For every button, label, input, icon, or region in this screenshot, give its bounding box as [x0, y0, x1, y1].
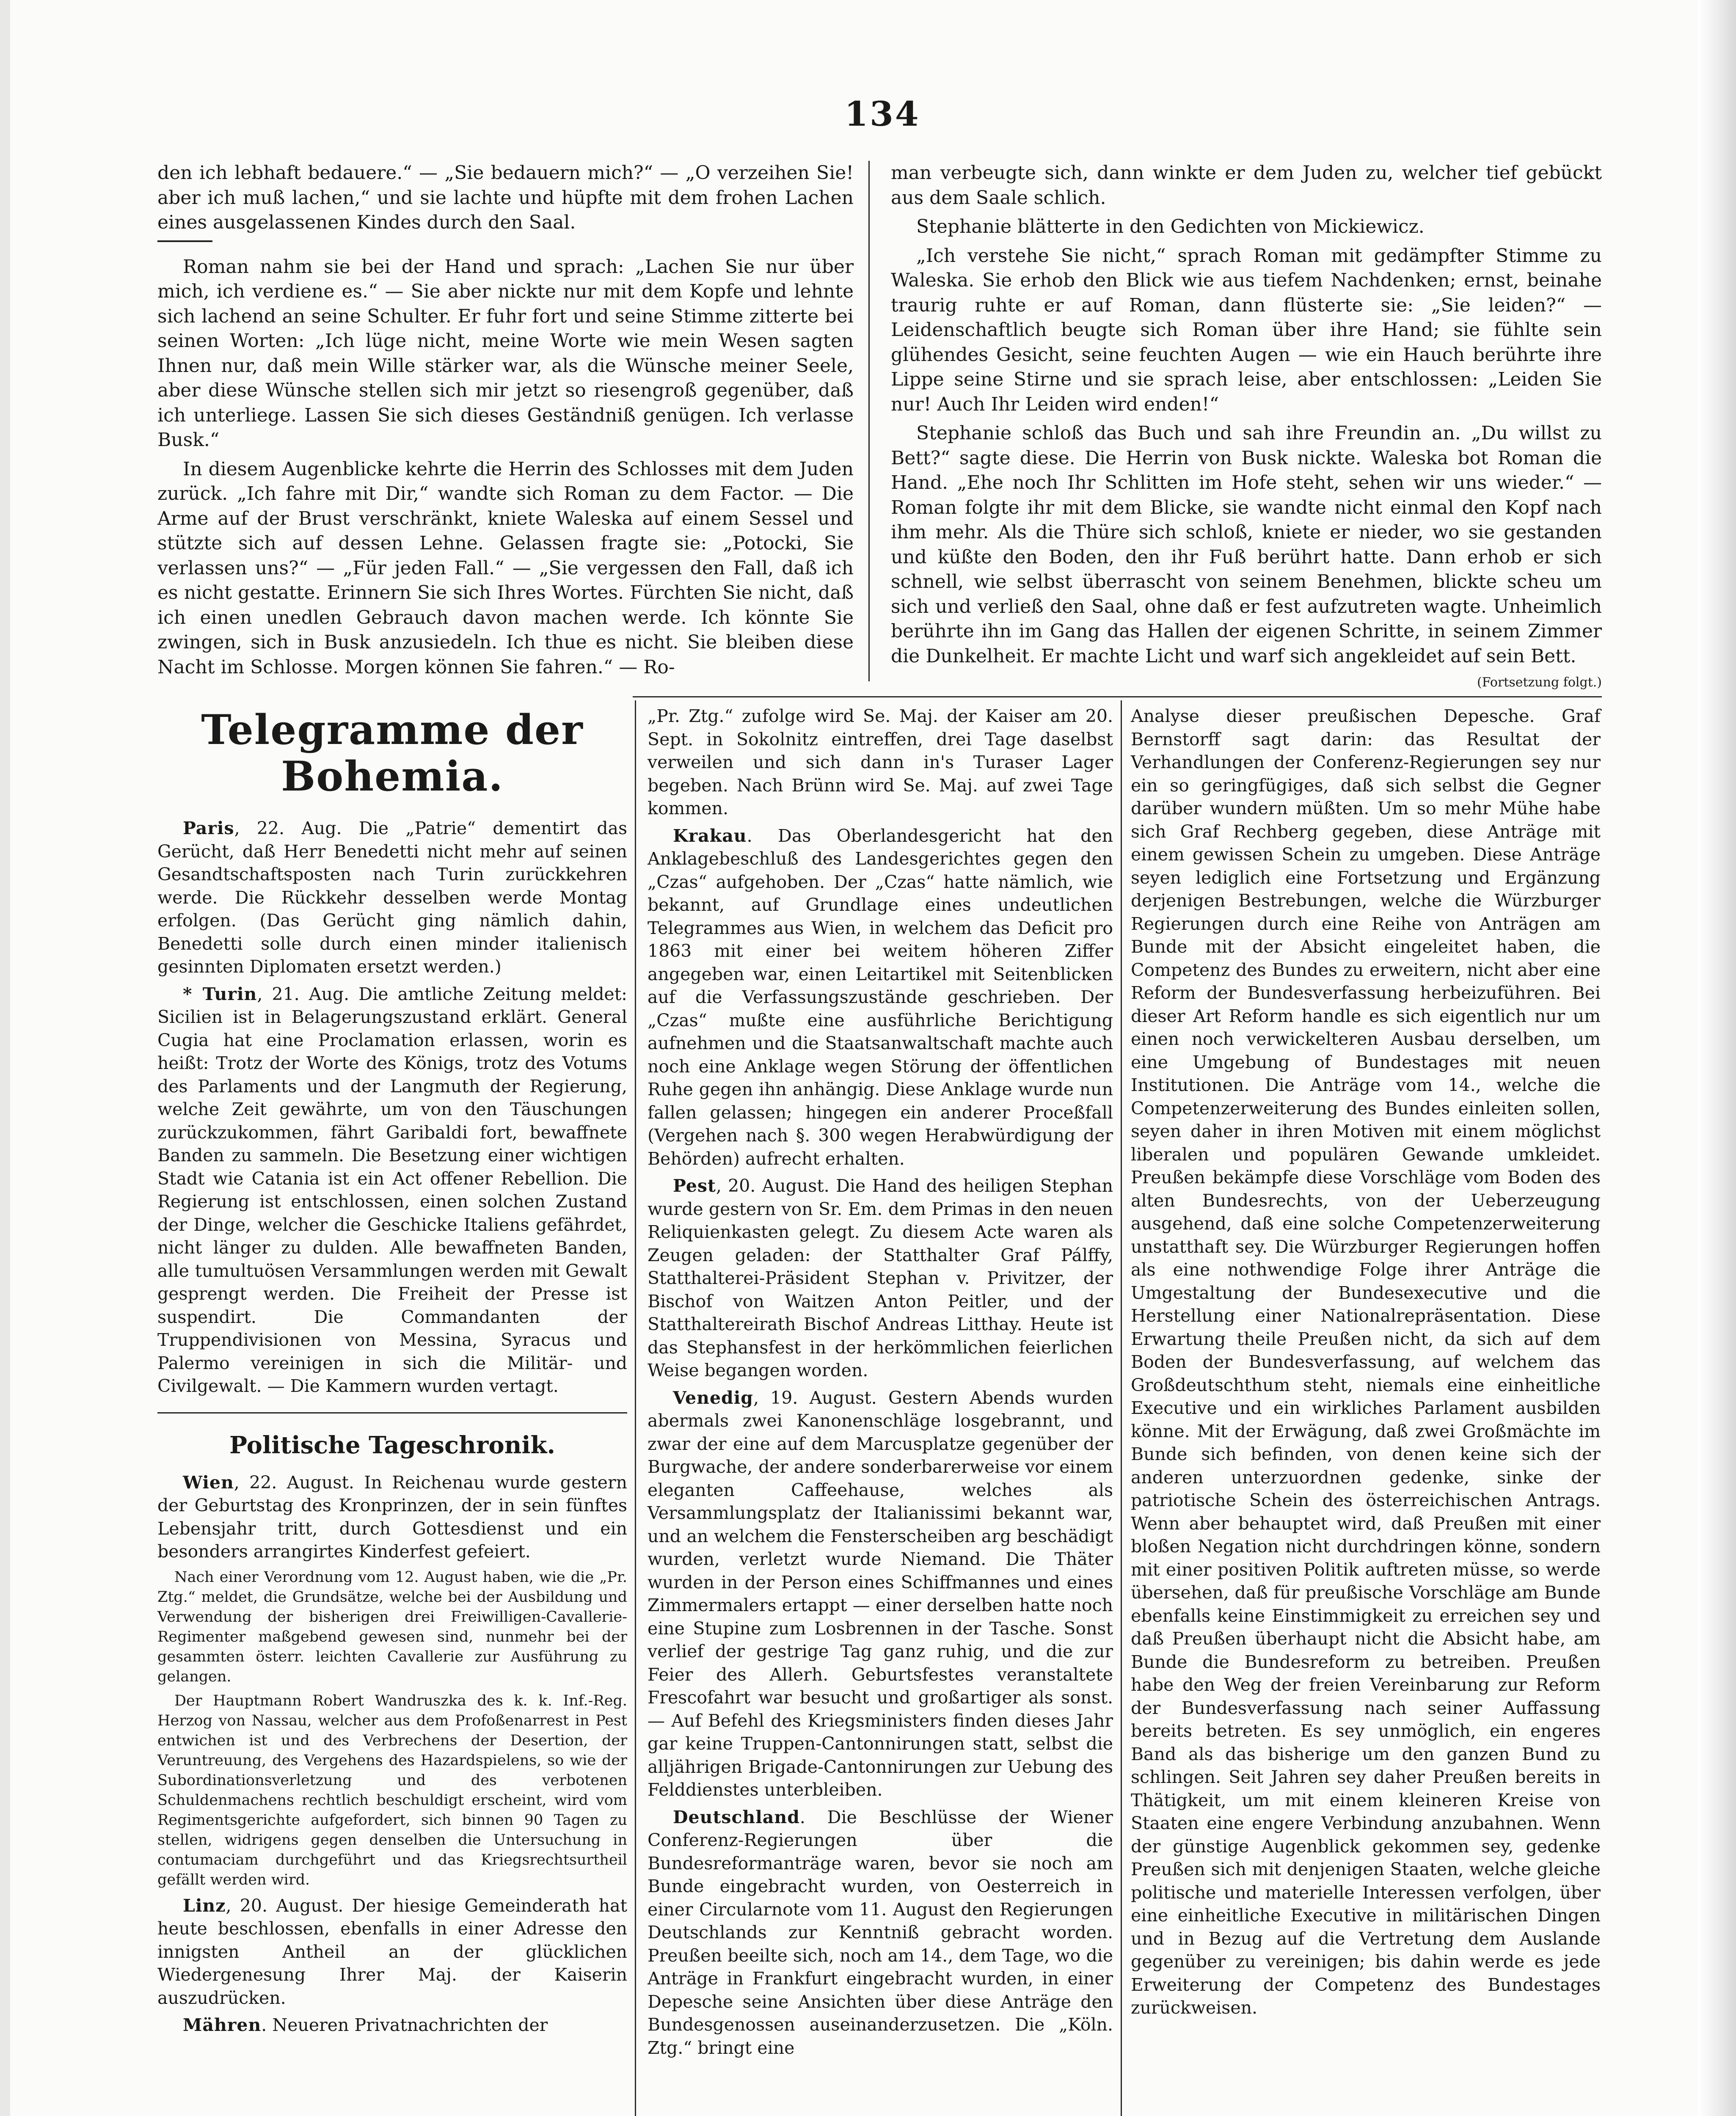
place-name: Wien — [183, 1472, 234, 1493]
middle-column — [648, 705, 1113, 2064]
news-item-small: Nach einer Verordnung vom 12. August haben, wie die „Pr. Ztg.“ meldet, die Grundsätze, welche bei der Ausbildung und Verwendung der bisherigen drei Freiwilligen-Cavallerie-Regimenter maßgebend gewesen sind, nunmehr bei der gesammten österr. leichten Cavallerie zur Ausführung zu gelangen. — [157, 1568, 627, 1685]
feuilleton-paragraph: den ich lebhaft bedauere.“ — „Sie bedauern mich?“ — „O verzeihen Sie! aber ich muß lachen,“ und sie lachte und hüpfte mit dem frohen Lachen eines ausgelassenen Kindes durch den Saal. — [157, 162, 854, 233]
page-left-edge — [0, 0, 10, 2116]
news-item — [648, 1386, 1113, 1802]
news-item — [157, 817, 627, 978]
place-name: Deutschland — [673, 1807, 800, 1827]
news-item — [648, 824, 1113, 1171]
column-rule — [868, 161, 870, 681]
news-item — [648, 1174, 1113, 1382]
place-name: Paris — [183, 818, 234, 838]
column-rule — [1121, 700, 1122, 2116]
place-name: Krakau — [673, 825, 747, 846]
news-item: „Pr. Ztg.“ zufolge wird Se. Maj. der Kaiser am 20. Sept. in Sokolnitz eintreffen, drei Tage daselbst verweilen und sich dann in's Turaser Lager begeben. Nach Brünn wird Se. Maj. auf zwei Tage kommen. — [648, 706, 1113, 818]
place-name: Mähren — [183, 2015, 262, 2035]
left-column — [157, 707, 627, 2041]
news-text: , 20. August. Die Hand des heiligen Stephan wurde gestern von Sr. Em. dem Primas in den neuen Reliquienkasten gelegt. Zu diesem Acte waren als Zeugen geladen: der Statthalter Graf Pálffy, Statthalterei-Präsident Stephan v. Privitzer, der Bischof von Waitzen Anton Peitler, und der Statthaltereirath Bischof Andreas Litthay. Heute ist das Stephansfest in der herkömmlichen feierlichen Weise begangen worden. — [648, 1176, 1113, 1380]
divider — [157, 1412, 627, 1413]
news-text: . Neueren Privatnachrichten der — [261, 2015, 548, 2035]
news-text: , 22. August. In Reichenau wurde gestern der Geburtstag des Kronprinzen, der in sein fünftes Lebensjahr tritt, durch Gottesdienst und ein besonders arrangirtes Kinderfest gefeiert. — [157, 1472, 627, 1562]
place-name: * Turin — [183, 984, 257, 1004]
feuilleton-paragraph: Stephanie schloß das Buch und sah ihre Freundin an. „Du willst zu Bett?“ sagte diese. Die Herrin von Busk nickte. Waleska bot Roman die Hand. „Ehe noch Ihr Schlitten im Hofe steht, sehen wir uns wieder.“ — Roman folgte ihr mit dem Blicke, sie wandte nicht einmal den Kopf nach ihm mehr. Als die Thüre sich schloß, kniete er nieder, wo sie gestanden und küßte den Boden, den ihr Fuß berührt hatte. Dann erhob er sich schnell, wie selbst überrascht von seinem Benehmen, blickte scheu um sich und verließ den Saal, ohne daß er fest aufzutreten wagte. Unheimlich berührte ihn im Gang das Hallen der eigenen Schritte, in seinem Zimmer die Dunkelheit. Er machte Licht und warf sich angekleidet auf sein Bett. — [891, 422, 1602, 667]
news-item: Analyse dieser preußischen Depesche. Graf Bernstorff sagt darin: das Resultat der Verhandlungen der Conferenz-Regierungen sey nur ein so geringfügiges, daß sich selbst die Gegner darüber wundern müßten. Um so mehr Mühe habe sich Graf Rechberg gegeben, diese Anträge mit einem gewissen Schein zu umgeben. Diese Anträge seyen lediglich eine Fortsetzung und Ergänzung derjenigen Bestrebungen, welche die Würzburger Regierungen durch eine Reihe von Anträgen am Bunde mit der Absicht eingeleitet haben, die Competenz des Bundes zu erweitern, nicht aber eine Reform der Bundesverfassung herbeizuführen. Bei dieser Art Reform handle es sich eigentlich nur um einen noch verwickelteren Ausbau derselben, um eine Umgebung of Bundestages mit neuen Institutionen. Die Anträge vom 14., welche die Competenzerweiterung des Bundes einleiten sollen, seyen daher in ihren Motiven mit einem möglichst liberalen und populären Gewande umkleidet. Preußen bekämpfe diese Vorschläge vom Boden des alten Bundesrechts, von der Ueberzeugung ausgehend, daß eine solche Competenzerweiterung unstatthaft sey. Die Würzburger Regierungen hoffen als eine nothwendige Folge ihrer Anträge die Umgestaltung der Bundesexecutive und die Herstellung einer Nationalrepräsentation. Diese Erwartung theile Preußen nicht, da sich auf dem Boden der Bundesverfassung, auf welchem das Großdeutschthum steht, niemals eine einheitliche Executive und ein wirkliches Parlament ausbilden könne. Mit der Erwägung, daß zwei Großmächte im Bunde sich befinden, von denen keine sich der anderen unterzuordnen gedenke, sinke der patriotische Schein des österreichischen Antrags. Wenn aber behauptet wird, daß Preußen mit einer bloßen Negation nicht durchdringen könne, sondern mit einer positiven Politik auftreten müsse, so werde übersehen, daß für preußische Vorschläge am Bunde ebenfalls keine Einstimmigkeit zu erreichen sey und daß Preußen überhaupt nicht die Absicht habe, am Bunde die Bundesreform zu betreiben. Preußen habe den Weg der freien Vereinbarung zur Reform der Bundesverfassung nach seiner Auffassung bereits betreten. Es sey unmöglich, ein engeres Band als das bisherige um den ganzen Bund zu schlingen. Seit Jahren sey daher Preußen bereits in Thätigkeit, um mit einem kleineren Kreise von Staaten eine engere Verbindung anzubahnen. Wenn der günstige Augenblick gekommen sey, gedenke Preußen sich mit denjenigen Staaten, welche gleiche politische und materielle Interessen verfolgen, über eine einheitliche Executive in militärischen Dingen und in Bezug auf die Vertretung dem Auslande gegenüber zu vereinigen; bis dahin werde es jede Erweiterung der Competenz des Bundestages zurückweisen. — [1131, 706, 1601, 2018]
feuilleton-paragraph: In diesem Augenblicke kehrte die Herrin des Schlosses mit dem Juden zurück. „Ich fahre mit Dir,“ wandte sich Roman zu dem Factor. — Die Arme auf der Brust verschränkt, kniete Waleska auf einem Sessel und stützte sich auf dessen Lehne. Gelassen fragte sie: „Potocki, Sie verlassen uns?“ — „Für jeden Fall.“ — „Sie vergessen den Fall, daß ich es nicht gestatte. Erinnern Sie sich Ihres Wortes. Fürchten Sie nicht, daß ich einen unedlen Gebrauch davon machen werde. Ich könnte Sie zwingen, sich in Busk anzusiedeln. Ich thue es nicht. Sie bleiben diese Nacht im Schlosse. Morgen können Sie fahren.“ — Ro- — [157, 458, 854, 678]
place-name: Linz — [183, 1895, 226, 1916]
feuilleton-left-column — [157, 161, 854, 684]
divider — [157, 240, 212, 242]
news-text: . Das Oberlandesgericht hat den Anklagebeschluß des Landesgerichtes gegen den „Czas“ aufgehoben. Der „Czas“ hatte nämlich, wie bekannt, auf Grundlage eines undeutlichen Telegrammes aus Wien, in welchem das Deficit pro 1863 mit einer bei weitem höheren Ziffer angegeben war, einen Leitartikel mit Seitenblicken auf die Verfassungszustände geschrieben. Der „Czas“ mußte eine ausführliche Berichtigung aufnehmen und die Staatsanwaltschaft machte auch noch eine Anklage wegen Störung der öffentlichen Ruhe gegen ihn anhängig. Diese Anklage wurde nun fallen gelassen; hingegen ein anderer Proceßfall (Vergehen nach §. 300 wegen Herabwürdigung der Behörden) aufrecht erhalten. — [648, 825, 1113, 1169]
news-text: , 21. Aug. Die amtliche Zeitung meldet: Sicilien ist in Belagerungszustand erklärt. General Cugia hat eine Proclamation erlassen, worin es heißt: Trotz der Worte des Königs, trotz des Votums des Parlaments und der Langmuth der Regierung, welche Zeit gewährte, um von den Täuschungen zurückzukommen, fährt Garibaldi fort, bewaffnete Banden zu sammeln. Die Besetzung einer wichtigen Stadt wie Catania ist ein Act offener Rebellion. Die Regierung ist entschlossen, einen solchen Zustand der Dinge, welcher die Geschicke Italiens gefährdet, nicht länger zu dulden. Alle bewaffneten Banden, alle tumultuösen Versammlungen werden mit Gewalt gesprengt werden. Die Freiheit der Presse ist suspendirt. Die Commandanten der Truppendivisionen von Messina, Syracus und Palermo vereinigen in sich die Militär- und Civilgewalt. — Die Kammern wurden vertagt. — [157, 984, 627, 1396]
column-rule — [635, 700, 636, 2116]
section-rule — [633, 696, 1602, 697]
news-item — [157, 1894, 627, 2010]
feuilleton-paragraph: „Ich verstehe Sie nicht,“ sprach Roman mit gedämpfter Stimme zu Waleska. Sie erhob den Blick wie aus tiefem Nachdenken; ernst, beinahe traurig ruhte er auf Roman, dann flüsterte sie: „Sie leiden?“ — Leidenschaftlich beugte sich Roman über ihre Hand; sie fühlte sein glühendes Gesicht, seine feuchten Augen — wie ein Hauch berührte ihre Lippe seine Stirne und sie sprach leise, aber entschlossen: „Leiden Sie nur! Auch Ihr Leiden wird enden!“ — [891, 245, 1602, 415]
news-text: , 19. August. Gestern Abends wurden abermals zwei Kanonenschläge losgebrannt, und zwar der eine auf dem Marcusplatze gegenüber der Burgwache, der andere sonderbarerweise vor einem eleganten Caffeehause, welches als Versammlungsplatz der Italianissimi bekannt war, und an welchem die Fensterscheiben arg beschädigt wurden, verletzt wurde Niemand. Die Thäter wurden in der Person eines Schiffmannes und eines Zimmermalers ertappt — einer derselben hatte noch eine Stupine zum Losbrennen in der Tasche. Sonst verlief der gestrige Tag ganz ruhig, und die zur Feier des Allerh. Geburtsfestes veranstaltete Frescofahrt war besucht und großartiger als sonst. — Auf Befehl des Kriegsministers finden dieses Jahr gar keine Truppen-Cantonnirungen statt, selbst die alljährigen Brigade-Cantonnirungen zur Uebung des Felddienstes unterbleiben. — [648, 1387, 1113, 1800]
news-text: . Die Beschlüsse der Wiener Conferenz-Regierungen über die Bundesreformanträge waren, bevor sie noch am Bunde eingebracht wurden, von Oesterreich in einer Circularnote vom 11. August den Regierungen Deutschlands zur Kenntniß gebracht worden. Preußen beeilte sich, noch am 14., dem Tage, wo die Anträge in Frankfurt eingebracht wurden, in einer Depesche seine Ansichten über diese Anträge den Bundesgenossen auseinanderzusetzen. Die „Köln. Ztg.“ bringt eine — [648, 1807, 1113, 2058]
telegrams-heading: Telegramme der Bohemia. — [201, 706, 584, 800]
page-number: 134 — [844, 94, 920, 134]
news-item — [157, 983, 627, 1398]
place-name: Pest — [673, 1176, 716, 1196]
news-text: , 20. August. Der hiesige Gemeinderath hat heute beschlossen, ebenfalls in einer Adresse den innigsten Antheil an der glücklichen Wiedergenesung Ihrer Maj. der Kaiserin auszudrücken. — [157, 1895, 627, 2008]
chronicle-heading: Politische Tageschronik. — [229, 1431, 555, 1459]
right-column — [1131, 705, 1601, 2024]
feuilleton-paragraph: man verbeugte sich, dann winkte er dem Juden zu, welcher tief gebückt aus dem Saale schlich. — [891, 162, 1602, 209]
page-right-edge — [1698, 0, 1736, 2116]
news-item — [648, 1806, 1113, 2060]
news-item — [157, 1471, 627, 1563]
news-item — [157, 2014, 627, 2037]
news-text: , 22. Aug. Die „Patrie“ dementirt das Gerücht, daß Herr Benedetti nicht mehr auf seinen Gesandtschaftsposten nach Turin zurückkehren werde. Die Rückkehr desselben werde Montag erfolgen. (Das Gerücht ging nämlich dahin, Benedetti solle durch einen minder italienisch gesinnten Diplomaten ersetzt werden.) — [157, 818, 627, 977]
feuilleton-paragraph: Stephanie blätterte in den Gedichten von Mickiewicz. — [916, 216, 1425, 237]
place-name: Venedig — [673, 1387, 753, 1408]
continuation-note: (Fortsetzung folgt.) — [1477, 675, 1602, 690]
news-item-small: Der Hauptmann Robert Wandruszka des k. k. Inf.-Reg. Herzog von Nassau, welcher aus dem Profoßenarrest in Pest entwichen ist und des Verbrechens der Desertion, der Veruntreuung, des Vergehens des Hazardspielens, so wie der Subordinationsverletzung und des verbotenen Schuldenmachens rechtlich beschuldigt erscheint, wird vom Regimentsgerichte aufgefordert, sich binnen 90 Tagen zu stellen, widrigens gegen denselben die Untersuchung in contumaciam durchgeführt und das Kriegsrechtsurtheil gefällt werden wird. — [157, 1692, 627, 1888]
feuilleton-paragraph: Roman nahm sie bei der Hand und sprach: „Lachen Sie nur über mich, ich verdiene es.“ — Sie aber nickte nur mit dem Kopfe und lehnte sich lachend an seine Schulter. Er fuhr fort und seine Stimme zitterte bei seinen Worten: „Ich lüge nicht, meine Worte wie mein Wesen sagten Ihnen nur, daß mein Wille stärker war, als die Wünsche meiner Seele, aber diese Wünsche stellen sich mir jetzt so riesengroß gegenüber, daß ich unterliege. Lassen Sie sich dieses Geständniß genügen. Ich verlasse Busk.“ — [157, 256, 854, 451]
feuilleton-right-column — [891, 161, 1602, 700]
